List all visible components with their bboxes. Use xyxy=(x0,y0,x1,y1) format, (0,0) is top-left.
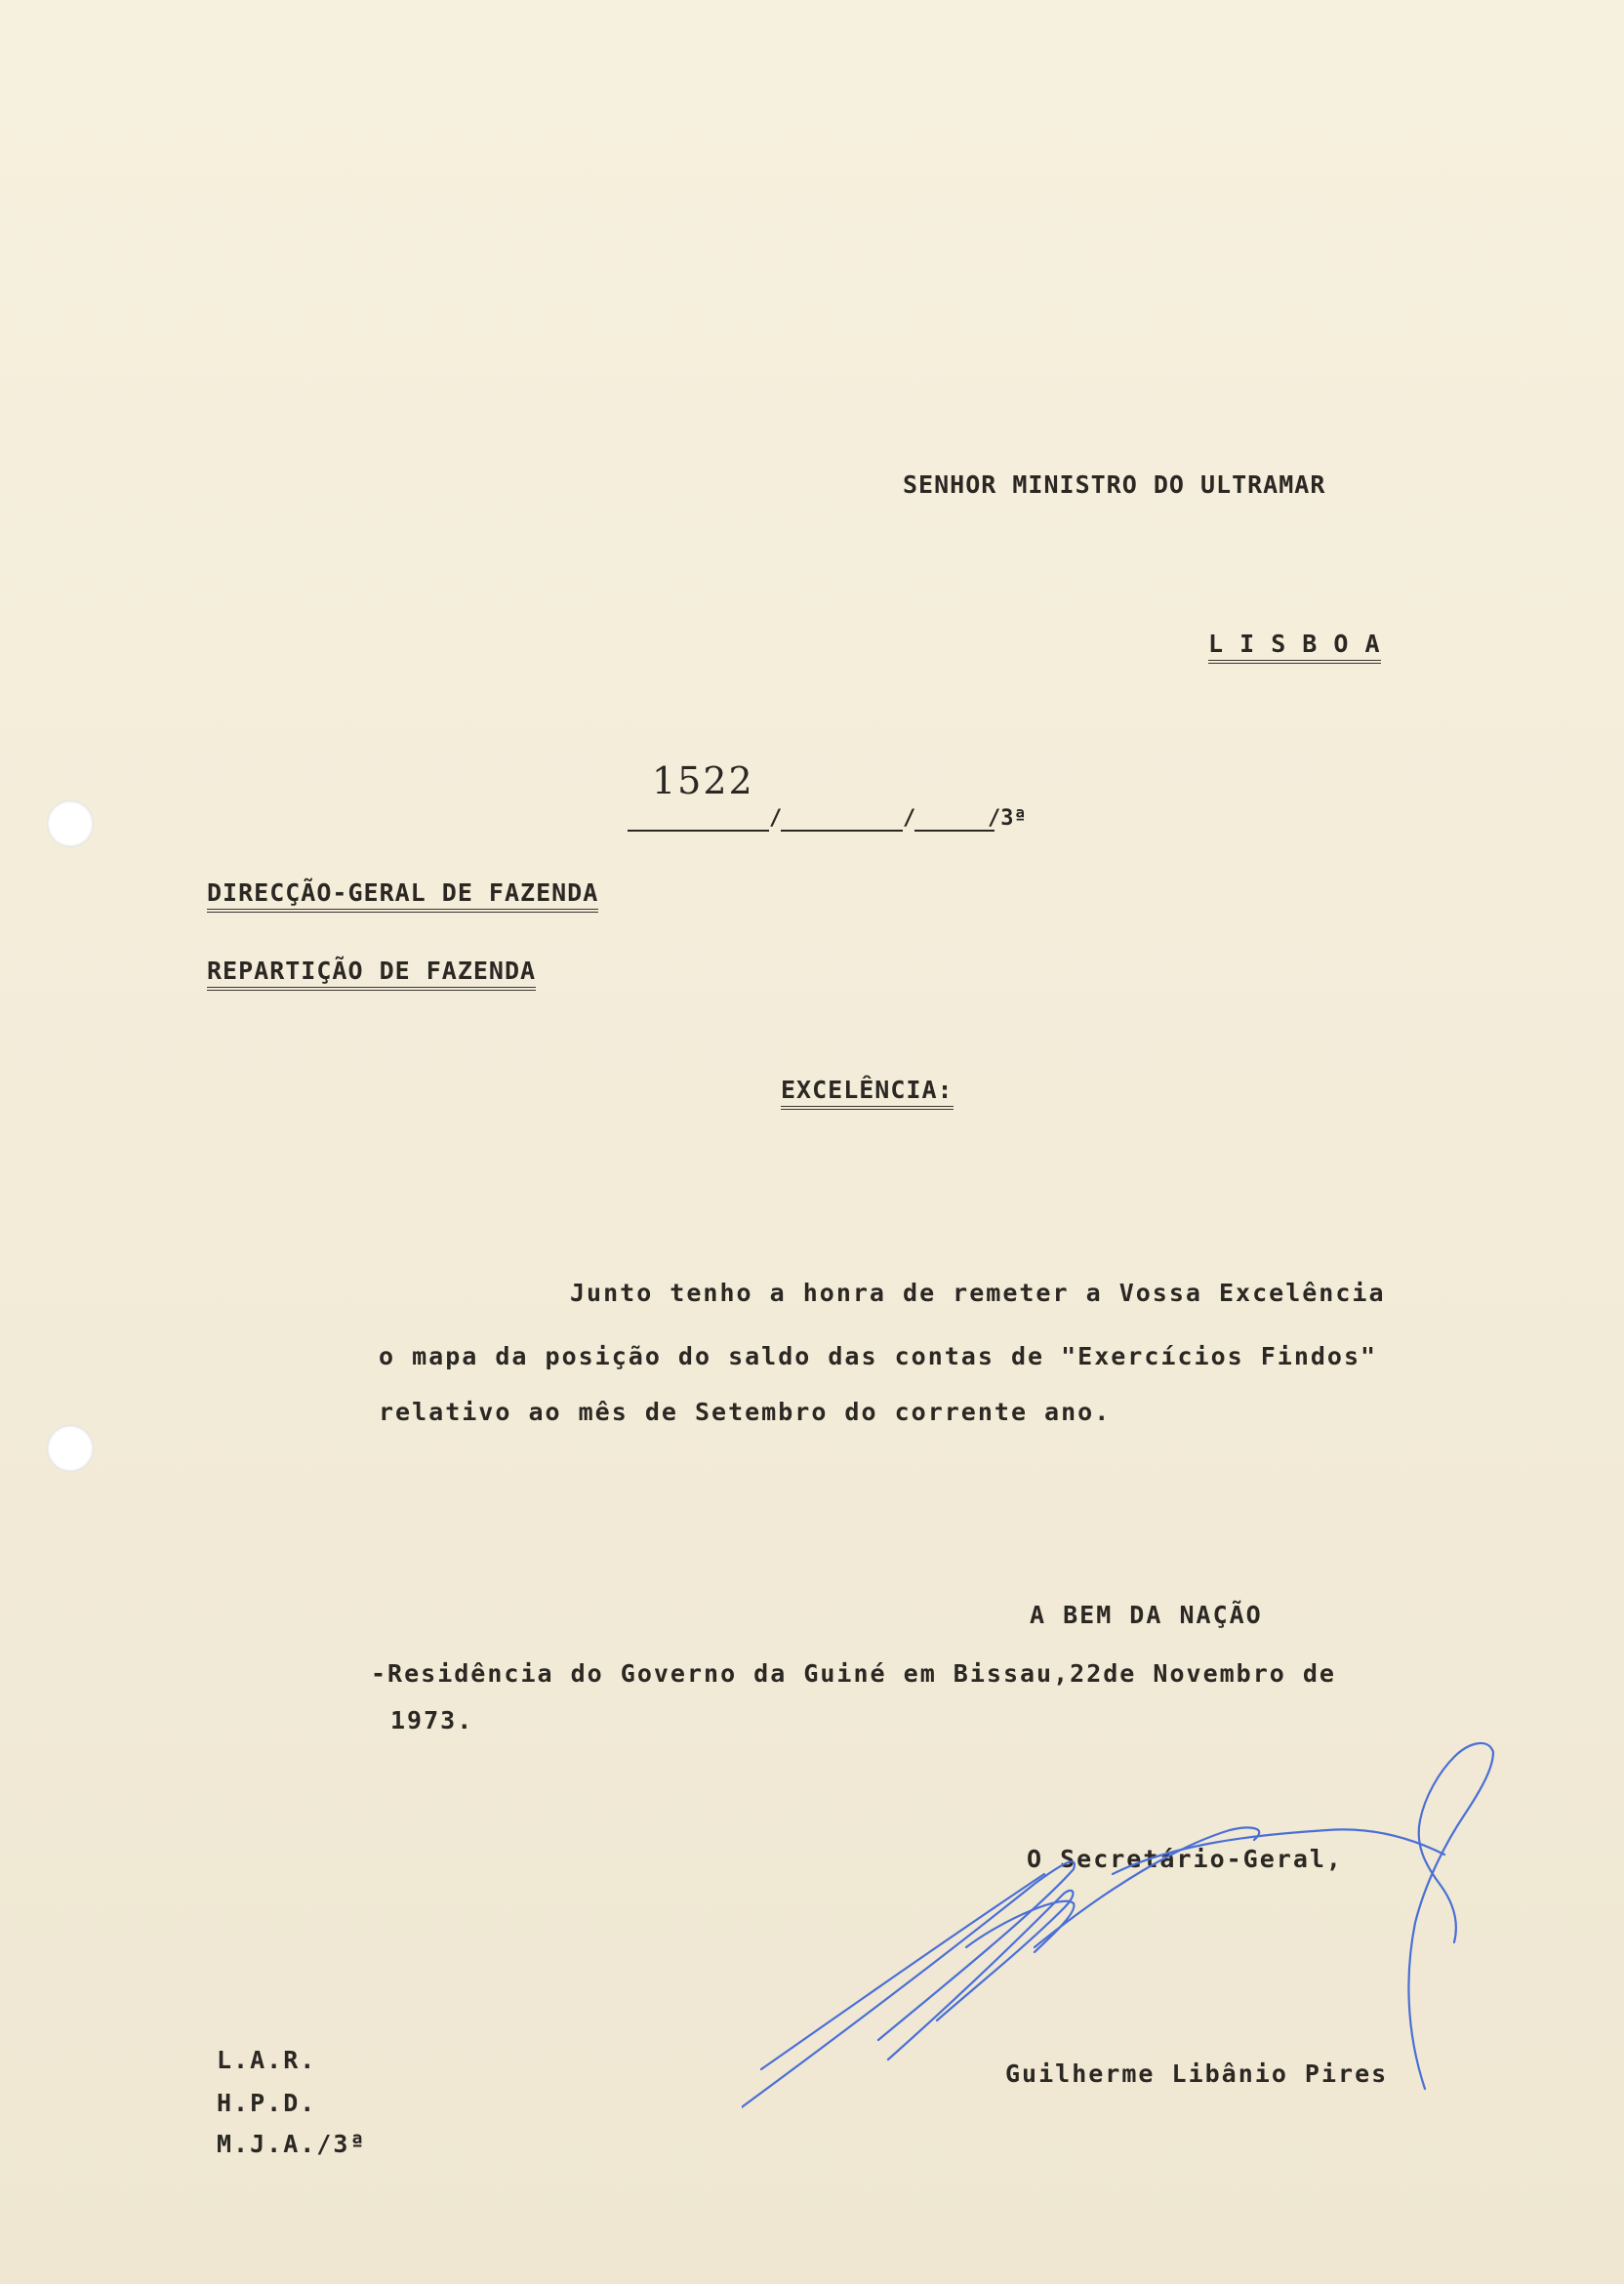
place-date-line-2: 1973. xyxy=(390,1706,474,1734)
body-line-1: Junto tenho a honra de remeter a Vossa Excelência xyxy=(570,1279,1386,1307)
punch-hole xyxy=(47,800,94,847)
reference-slash: / xyxy=(903,806,916,831)
initials-line-3: M.J.A./3ª xyxy=(217,2130,367,2158)
directorate-heading: DIRECÇÃO-GERAL DE FAZENDA xyxy=(207,878,598,913)
office-heading: REPARTIÇÃO DE FAZENDA xyxy=(207,957,536,991)
reference-slash: / xyxy=(769,806,783,831)
reference-blank xyxy=(781,830,903,832)
body-line-3: relativo ao mês de Setembro do corrente ano. xyxy=(379,1398,1112,1426)
punch-hole xyxy=(47,1425,94,1472)
signatory-title: O Secretário-Geral, xyxy=(1027,1845,1343,1873)
city-line: L I S B O A xyxy=(1208,630,1381,664)
signatory-name: Guilherme Libânio Pires xyxy=(1005,2060,1389,2088)
initials-line-2: H.P.D. xyxy=(217,2089,317,2117)
initials-line-1: L.A.R. xyxy=(217,2046,317,2074)
salutation: EXCELÊNCIA: xyxy=(781,1076,954,1110)
handwritten-signature xyxy=(742,1737,1522,2108)
reference-suffix: /3ª xyxy=(988,806,1027,831)
reference-number: 1522 xyxy=(652,759,754,802)
recipient-line: SENHOR MINISTRO DO ULTRAMAR xyxy=(903,470,1326,499)
reference-blank xyxy=(628,830,769,832)
reference-blank xyxy=(914,830,995,832)
place-date-line-1: -Residência do Governo da Guiné em Bissau,22de Novembro de xyxy=(371,1659,1336,1688)
closing-motto: A BEM DA NAÇÃO xyxy=(1030,1601,1263,1629)
body-line-2: o mapa da posição do saldo das contas de "Exercícios Findos" xyxy=(379,1342,1378,1370)
